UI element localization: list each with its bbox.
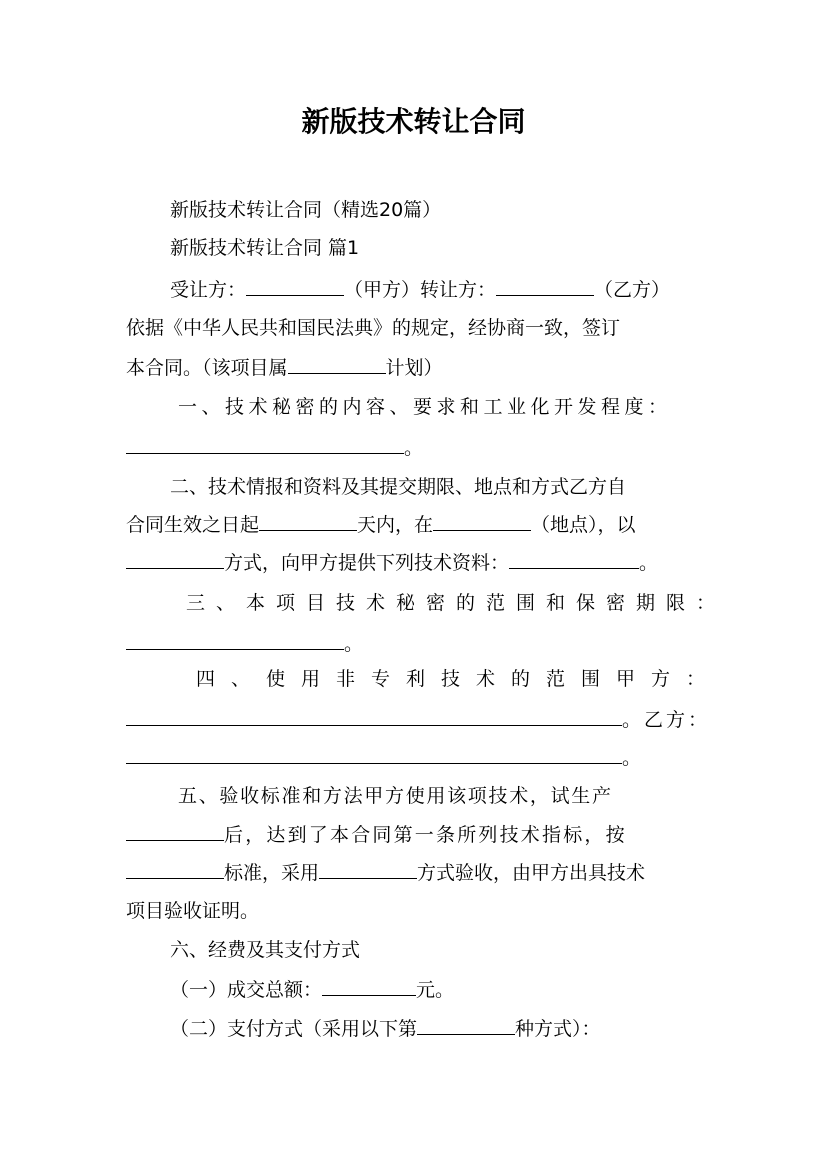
chapter-heading: 新版技术转让合同 篇1 xyxy=(170,237,360,259)
assignee-blank xyxy=(246,277,344,296)
trial-blank xyxy=(126,822,224,841)
party-line xyxy=(170,277,670,302)
total-amount-blank xyxy=(322,977,416,996)
party-b-label: （乙方） xyxy=(594,279,671,301)
section-3-heading xyxy=(186,591,726,615)
section-2-heading: 二、技术情报和资料及其提交期限、地点和方式乙方自 xyxy=(170,476,627,498)
section-2-end: 。 xyxy=(639,552,659,574)
acceptance-label: 方式验收，由甲方出具技术 xyxy=(417,862,646,884)
section-4-line-3 xyxy=(126,745,641,770)
effective-label: 合同生效之日起 xyxy=(126,514,260,536)
total-amount-line xyxy=(170,977,454,1002)
section-3-blank xyxy=(126,631,344,650)
method-blank xyxy=(126,550,224,569)
acceptance-blank xyxy=(319,860,417,879)
project-label: 本合同。（该项目属 xyxy=(126,357,288,379)
section-5-heading xyxy=(178,784,613,808)
section-5-text: 五、验收标准和方法甲方使用该项技术，试生产 xyxy=(178,785,613,807)
subtitle: 新版技术转让合同（精选20篇） xyxy=(170,199,442,221)
section-5-line-4: 项目验收证明。 xyxy=(126,900,260,922)
party-b-scope-label: 。乙方： xyxy=(622,709,711,731)
section-4-line-2 xyxy=(126,707,710,732)
section-5-line-3 xyxy=(126,860,645,885)
payment-method-line xyxy=(170,1016,601,1041)
location-blank xyxy=(433,512,531,531)
section-1-text: 一、技术秘密的内容、要求和工业化开发程度： xyxy=(178,396,672,418)
basis-line: 依据《中华人民共和国民法典》的规定，经协商一致，签订 xyxy=(126,317,621,339)
section-4-end: 。 xyxy=(622,747,642,769)
section-6-heading: 六、经费及其支付方式 xyxy=(170,939,361,961)
standard-label: 标准，采用 xyxy=(224,862,320,884)
party-a-scope-blank xyxy=(126,707,622,726)
section-2-line-3 xyxy=(126,550,658,575)
assignor-label: （甲方）转让方： xyxy=(344,279,497,301)
section-1-blank-line xyxy=(126,435,423,460)
method-label: 方式，向甲方提供下列技术资料： xyxy=(224,552,510,574)
assignee-label: 受让方： xyxy=(170,279,247,301)
payment-method-blank xyxy=(417,1016,515,1035)
currency-label: 元。 xyxy=(416,979,455,1001)
indicator-text: 后，达到了本合同第一条所列技术指标，按 xyxy=(224,824,627,846)
section-4-heading xyxy=(196,667,721,691)
project-blank xyxy=(288,355,386,374)
section-2-line-2 xyxy=(126,512,636,537)
plan-label: 计划） xyxy=(385,357,443,379)
total-amount-label: （一）成交总额： xyxy=(170,979,323,1001)
document-title: 新版技术转让合同 xyxy=(301,105,526,138)
days-label: 天内，在 xyxy=(357,514,434,536)
assignor-blank xyxy=(496,277,594,296)
standard-blank xyxy=(126,860,224,879)
section-1-end: 。 xyxy=(404,437,424,459)
section-1-blank xyxy=(126,435,404,454)
section-3-end: 。 xyxy=(344,633,364,655)
payment-method-suffix: 种方式）： xyxy=(515,1018,601,1040)
payment-method-label: （二）支付方式（采用以下第 xyxy=(170,1018,418,1040)
section-5-line-2 xyxy=(126,822,627,847)
party-b-scope-blank xyxy=(126,745,622,764)
project-line xyxy=(126,355,443,380)
days-blank xyxy=(259,512,357,531)
materials-blank xyxy=(509,550,639,569)
section-3-text: 三、本项目技术秘密的范围和保密期限： xyxy=(186,592,727,614)
section-3-blank-line xyxy=(126,631,363,656)
section-1-heading xyxy=(178,395,692,419)
section-4-text: 四、使用非专利技术的范围甲方： xyxy=(196,668,722,690)
location-label: （地点），以 xyxy=(531,514,636,536)
